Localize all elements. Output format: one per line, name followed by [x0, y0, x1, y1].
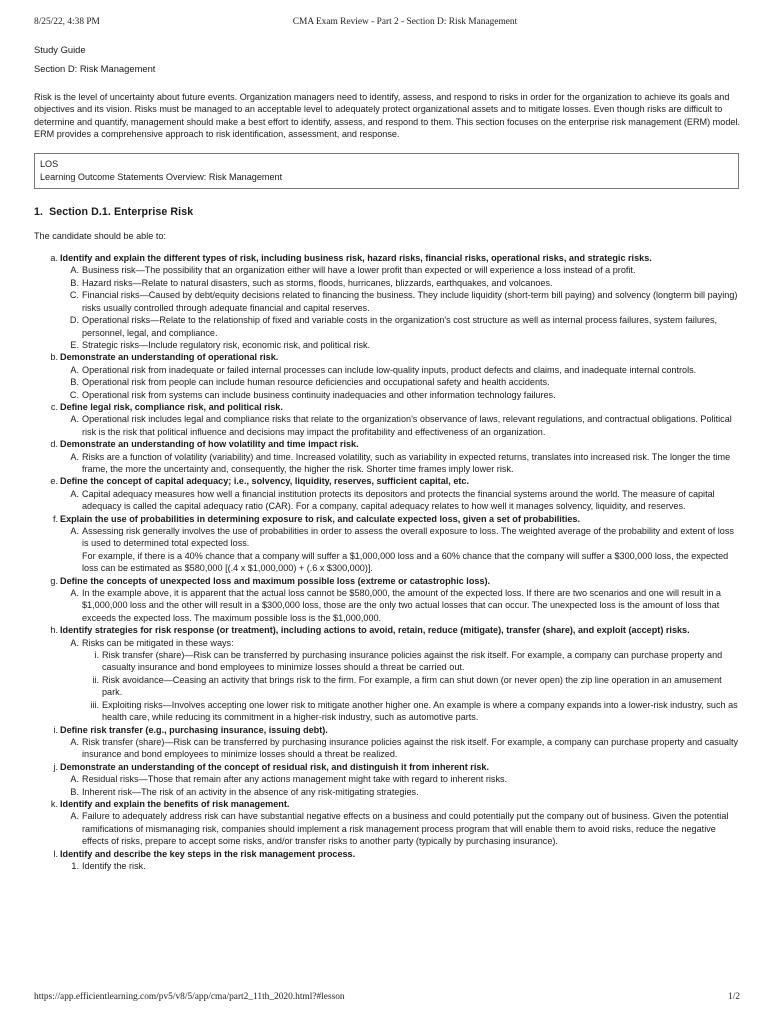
detail-marker: B. [70, 786, 79, 797]
outcome-marker: b. [50, 352, 58, 363]
section-title: Section D.1. Enterprise Risk [49, 206, 194, 219]
detail-text: Operational risk from systems can include business continuity inadequacies and other information technology failures. [82, 389, 556, 400]
outcome-detail-item [60, 277, 740, 289]
los-title: Learning Outcome Statements Overview: Risk Management [40, 171, 283, 182]
outcome-marker: l. [53, 848, 58, 859]
candidate-statement: The candidate should be able to: [34, 230, 166, 241]
section-number: 1. [34, 206, 44, 219]
detail-marker: B. [70, 377, 79, 388]
outcome-item [34, 401, 740, 438]
outcome-marker: f. [52, 513, 58, 524]
roman-text: Exploiting risks—Involves accepting one lower risk to mitigate another higher one. An example is where a company expands into a lower-risk industry, such as health care, while reducing its commitment in a higher-risk industry, such as automotive parts. [102, 699, 738, 723]
roman-text: Risk avoidance—Ceasing an activity that brings risk to the firm. For example, a firm can shut down (or never open) the zip line operation in an amusement park. [102, 674, 722, 698]
outcome-item [34, 848, 740, 873]
detail-text: Business risk—The possibility that an organization either will have a lower profit than expected or will experience a loss instead of a profit. [82, 265, 636, 276]
outcome-title: Define the concepts of unexpected loss and maximum possible loss (extreme or catastrophic loss). [60, 575, 491, 586]
detail-text: Financial risks—Caused by debt/equity decisions related to financing the business. They include liquidity (short-term bill paying) and solvency (longterm bill paying) risks usually controlled through adequate financial and capital reserves. [82, 290, 738, 313]
outcome-title: Define legal risk, compliance risk, and political risk. [60, 401, 283, 412]
outcome-item [34, 624, 740, 723]
detail-text: Strategic risks—Include regulatory risk, economic risk, and political risk. [82, 339, 371, 350]
detail-marker: D. [69, 315, 79, 326]
outcome-title: Demonstrate an understanding of the concept of residual risk, and distinguish it from inherent risk. [60, 761, 489, 772]
los-label: LOS [40, 159, 59, 170]
detail-text: Risk transfer (share)—Risk can be transferred by purchasing insurance policies against the risk itself. For example, a company can purchase property and casualty insurance and bond employees to minimize losses should a threat be realized. [82, 736, 739, 760]
detail-text: Failure to adequately address risk can have substantial negative effects on a business and could potentially put the company out of business. Given the potential ramifications of mismanaging risk, companies should implement a risk management process program that will enable them to avoid risks, reduce the negative effects of risks, prepare to accept some risks, and/or transfer risks to another party (typically by purchasing insurance). [82, 811, 729, 847]
detail-marker: A. [70, 451, 79, 462]
outcome-detail-item [60, 376, 740, 388]
outcome-title: Demonstrate an understanding of how volatility and time impact risk. [60, 439, 359, 450]
outcome-detail-item [60, 451, 740, 476]
detail-text: Operational risk from people can include human resource deficiencies and occupational safety and health accidents. [82, 377, 550, 388]
roman-list [82, 649, 740, 723]
roman-item [82, 699, 740, 724]
print-header [34, 17, 740, 31]
detail-marker: A. [70, 588, 79, 599]
outcome-title: Identify and describe the key steps in the risk management process. [60, 848, 356, 859]
outcome-title: Define risk transfer (e.g., purchasing insurance, issuing debt). [60, 724, 328, 735]
outcome-detail-list [60, 736, 740, 761]
roman-marker: ii. [92, 674, 99, 685]
detail-text: Risks are a function of volatility (variability) and time. Increased volatility, such as variability in expected returns, translates into increased risk. The longer the time frame, the more the uncertainty and, consequently, the higher the risk. Shorter time frames imply lower risk. [82, 451, 731, 474]
outcome-detail-list [60, 525, 740, 575]
outcome-detail-item [60, 860, 740, 872]
roman-item [82, 649, 740, 674]
outcome-title: Identify strategies for risk response (or treatment), including actions to avoid, retain, reduce (mitigate), transfer (share), and exploit (accept) risks. [60, 625, 690, 636]
detail-marker: A. [70, 265, 79, 276]
outcome-title: Explain the use of probabilities in determining exposure to risk, and calculate expected loss, given a set of probabilities. [60, 513, 580, 524]
document-body [34, 44, 740, 872]
outcome-detail-item [60, 389, 740, 401]
detail-text: Residual risks—Those that remain after any actions management might take with regard to inherent risks. [82, 774, 508, 785]
detail-marker: A. [70, 811, 79, 822]
detail-marker: 1. [71, 860, 79, 871]
outcome-item [34, 761, 740, 798]
outcome-detail-list [60, 488, 740, 513]
outcome-marker: a. [50, 253, 58, 264]
los-box [34, 153, 739, 189]
outcome-detail-list [60, 264, 740, 351]
outcome-marker: k. [50, 798, 58, 809]
print-title: CMA Exam Review - Part 2 - Section D: Risk Management [292, 17, 518, 27]
detail-marker: A. [70, 488, 79, 499]
outcome-detail-list [60, 810, 740, 847]
outcome-detail-list [60, 637, 740, 724]
roman-text: Risk transfer (share)—Risk can be transferred by purchasing insurance policies against the risk itself. For example, a company can purchase property and casualty insurance and bond employees to minimize losses should a threat be carried out. [102, 650, 723, 673]
outcome-item [34, 513, 740, 575]
outcome-detail-item [60, 339, 740, 351]
detail-text: Inherent risk—The risk of an activity in the absence of any risk-mitigating strategies. [82, 786, 419, 797]
detail-text: Capital adequacy measures how well a financial institution protects its depositors and protects the financial systems around the world. The measure of capital adequacy is called the capital adequacy ratio (CAR). For a company, capital adequacy relates to how well it manages solvency, liquidity, and reserves. [82, 488, 715, 512]
section-label: Section D: Risk Management [34, 63, 156, 75]
print-datetime: 8/25/22, 4:38 PM [34, 17, 100, 27]
outcome-item [34, 724, 740, 761]
print-footer [34, 992, 740, 1006]
outcome-detail-item [60, 786, 740, 798]
detail-marker: C. [69, 389, 79, 400]
outcome-detail-list [60, 413, 740, 438]
outcome-detail-item [60, 413, 740, 438]
detail-text: Identify the risk. [82, 860, 146, 871]
detail-text: Assessing risk generally involves the use of probabilities in order to assess the overall exposure to loss. The weighted average of the probability and extent of loss is used to determined total expected loss. [82, 526, 734, 549]
detail-marker: A. [70, 736, 79, 747]
outcome-marker: j. [53, 761, 58, 772]
detail-marker: B. [70, 277, 79, 288]
learning-outcomes-list [34, 252, 740, 872]
outcome-title: Define the concept of capital adequacy; i.e., solvency, liquidity, reserves, sufficient capital, etc. [60, 476, 470, 487]
outcome-item [34, 438, 740, 475]
outcome-item [34, 798, 740, 848]
outcome-title: Identify and explain the different types of risk, including business risk, hazard risks, financial risks, operational risks, and strategic risks. [60, 253, 652, 264]
outcome-detail-list [60, 364, 740, 401]
outcome-detail-item [60, 637, 740, 724]
detail-marker: A. [70, 774, 79, 785]
outcome-detail-list [60, 451, 740, 476]
detail-text: Operational risks—Relate to the relationship of fixed and variable costs in the organization's cost structure as well as internal process failures, system failures, personnel, legal, and compliance. [82, 315, 718, 338]
outcome-detail-item [60, 773, 740, 785]
outcome-detail-list [60, 860, 740, 872]
outcome-marker: c. [50, 401, 58, 412]
outcome-marker: e. [50, 476, 58, 487]
outcome-detail-item [60, 736, 740, 761]
print-url: https://app.efficientlearning.com/pv5/v8/5/app/cma/part2_11th_2020.html?#lesson [34, 992, 345, 1002]
outcome-detail-item [60, 488, 740, 513]
roman-marker: iii. [90, 699, 99, 710]
study-guide-label: Study Guide [34, 44, 86, 55]
outcome-detail-item [60, 364, 740, 376]
outcome-marker: h. [50, 625, 58, 636]
detail-example-text: For example, if there is a 40% chance that a company will suffer a $1,000,000 loss and a 60% chance that the company will suffer a $300,000 loss, the expected loss can be estimated as $580,000 [(.4 x $1,000,000) + (.6 x $300,000)]. [82, 550, 729, 574]
outcome-detail-item [60, 289, 740, 314]
detail-text: In the example above, it is apparent that the actual loss cannot be $580,000, the amount of the expected loss. If there are two scenarios and one will result in a $1,000,000 loss and the other will result in a $300,000 loss, those are the only two actual losses that can occur. The unexpected loss is the amount of loss that exceeds the expected loss. The maximum possible loss is the $1,000,000. [82, 588, 721, 623]
detail-marker: A. [70, 414, 79, 425]
detail-text: Risks can be mitigated in these ways: [82, 637, 234, 648]
detail-marker: C. [69, 290, 79, 301]
intro-paragraph: Risk is the level of uncertainty about future events. Organization managers need to identify, assess, and respond to risks in order for the organization to achieve its goals and objectives and its vision. Risks must be managed to an acceptable level to adequately protect organizational assets and to mitigate losses. Even though risks are difficult to determine and quantify, management should make a best effort to identify, assess, and respond to them. This section focuses on the enterprise risk management (ERM) model. ERM provides a comprehensive approach to risk identification, assessment, and response. [34, 91, 740, 140]
roman-marker: i. [94, 650, 99, 661]
outcome-detail-item [60, 314, 740, 339]
outcome-item [34, 351, 740, 401]
detail-marker: A. [70, 637, 79, 648]
outcome-detail-item [60, 525, 740, 575]
roman-item [82, 674, 740, 699]
print-page-number: 1/2 [728, 992, 740, 1002]
outcome-item [34, 575, 740, 625]
outcome-detail-item [60, 587, 740, 624]
outcome-detail-item [60, 810, 740, 847]
detail-marker: A. [70, 364, 79, 375]
outcome-detail-list [60, 773, 740, 798]
outcome-item [34, 252, 740, 351]
outcome-marker: g. [50, 575, 58, 586]
detail-text: Hazard risks—Relate to natural disasters, such as storms, floods, hurricanes, blizzards, earthquakes, and volcanoes. [82, 277, 553, 288]
detail-marker: E. [70, 339, 79, 350]
outcome-detail-item [60, 264, 740, 276]
detail-marker: A. [70, 526, 79, 536]
section-heading [34, 206, 740, 218]
outcome-marker: d. [50, 439, 58, 450]
outcome-item [34, 475, 740, 512]
outcome-detail-list [60, 587, 740, 624]
outcome-marker: i. [53, 724, 58, 735]
detail-text: Operational risk from inadequate or failed internal processes can include low-quality inputs, product defects and claims, and inadequate internal controls. [82, 364, 697, 375]
outcome-title: Identify and explain the benefits of risk management. [60, 798, 290, 809]
detail-text: Operational risk includes legal and compliance risks that relate to the organization's observance of laws, relevant regulations, and contractual obligations. Political risk is the risk that political influence and decisions may impact the profitability and effectiveness of an organization. [82, 414, 732, 437]
outcome-title: Demonstrate an understanding of operational risk. [60, 352, 279, 363]
